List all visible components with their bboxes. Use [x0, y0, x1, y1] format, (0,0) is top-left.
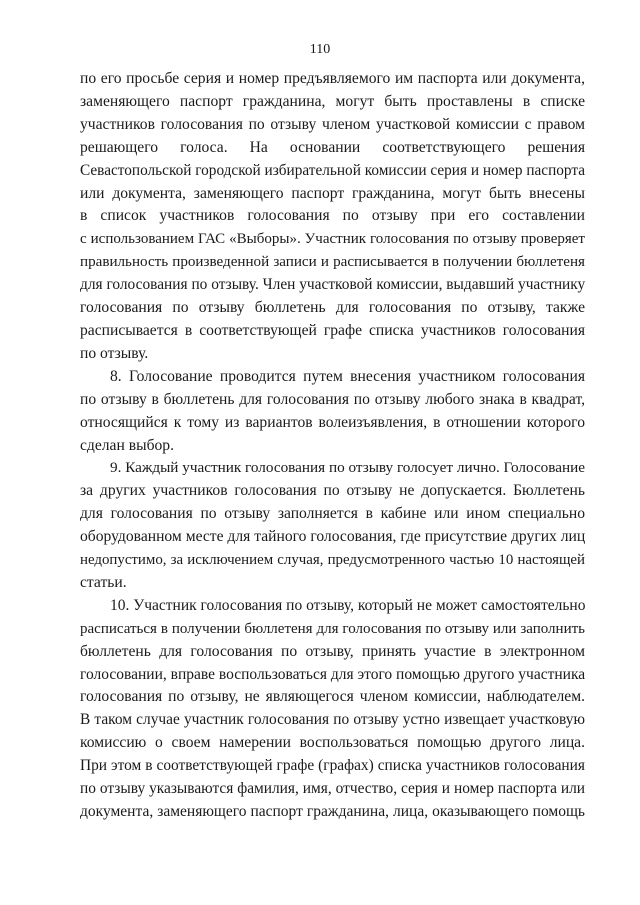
text-line: статьи.: [80, 573, 127, 591]
text-line: документа, заменяющего паспорт гражданина, лица, оказывающего помощь: [80, 803, 585, 820]
document-body: [80, 68, 585, 824]
text-line: При этом в соответствующей графе (графах) списка участников голосования: [80, 757, 585, 775]
text-line: 10. Участник голосования по отзыву, который не может самостоятельно: [110, 596, 586, 614]
text-line: для голосования по отзыву заполняется в кабине или ином специально: [80, 505, 585, 523]
paragraph-continuation: [80, 68, 585, 366]
text-line: сделан выбор.: [80, 436, 174, 454]
paragraph-clause-9: [80, 457, 585, 594]
text-line: с использованием ГАС «Выборы». Участник голосования по отзыву проверяет: [80, 231, 585, 248]
text-line: участников голосования по отзыву членом участковой комиссии с правом: [80, 115, 585, 133]
text-line: оборудованном месте для тайного голосования, где присутствие других лиц: [80, 528, 586, 546]
text-line: для голосования по отзыву. Член участковой комиссии, выдавший участнику: [80, 276, 586, 294]
text-line: расписывается в соответствующей графе списка участников голосования: [80, 321, 585, 339]
text-line: решающего голоса. На основании соответствующего решения: [80, 138, 585, 156]
text-line: правильность произведенной записи и расписывается в получении бюллетеня: [80, 254, 585, 271]
text-line: относящийся к тому из вариантов волеизъявления, в отношении которого: [80, 413, 585, 431]
text-line: по отзыву указываются фамилия, имя, отчество, серия и номер паспорта или: [80, 780, 585, 798]
text-line: по его просьбе серия и номер предъявляемого им паспорта или документа,: [80, 70, 585, 87]
text-line: в список участников голосования по отзыву при его составлении: [80, 207, 585, 225]
text-line: 9. Каждый участник голосования по отзыву голосует лично. Голосование: [110, 459, 585, 477]
text-line: Севастопольской городской избирательной комиссии серия и номер паспорта: [80, 161, 586, 179]
paragraph-clause-8: [80, 366, 585, 458]
text-line: В таком случае участник голосования по отзыву устно извещает участковую: [80, 711, 585, 729]
text-line: по отзыву в бюллетень для голосования по отзыву любого знака в квадрат,: [80, 390, 585, 408]
text-line: заменяющего паспорт гражданина, могут быть проставлены в списке: [80, 92, 585, 110]
text-line: 8. Голосование проводится путем внесения участником голосования: [110, 367, 585, 385]
page-number: 110: [309, 42, 331, 57]
text-line: голосовании, вправе воспользоваться для этого помощью другого участника: [80, 665, 586, 683]
paragraph-clause-10: [80, 595, 585, 824]
text-line: бюллетень для голосования по отзыву, принять участие в электронном: [80, 642, 585, 660]
text-line: расписаться в получении бюллетеня для голосования по отзыву или заполнить: [80, 620, 585, 637]
text-line: по отзыву.: [80, 344, 149, 362]
text-line: комиссию о своем намерении воспользоваться помощью другого лица.: [80, 734, 585, 752]
text-line: голосования по отзыву бюллетень для голосования по отзыву, также: [80, 299, 585, 317]
text-line: за других участников голосования по отзыву не допускается. Бюллетень: [80, 482, 585, 500]
text-line: голосования по отзыву, не являющегося членом комиссии, наблюдателем.: [80, 688, 585, 706]
text-line: недопустимо, за исключением случая, предусмотренного частью 10 настоящей: [80, 552, 585, 569]
text-line: или документа, заменяющего паспорт гражданина, могут быть внесены: [80, 184, 585, 202]
